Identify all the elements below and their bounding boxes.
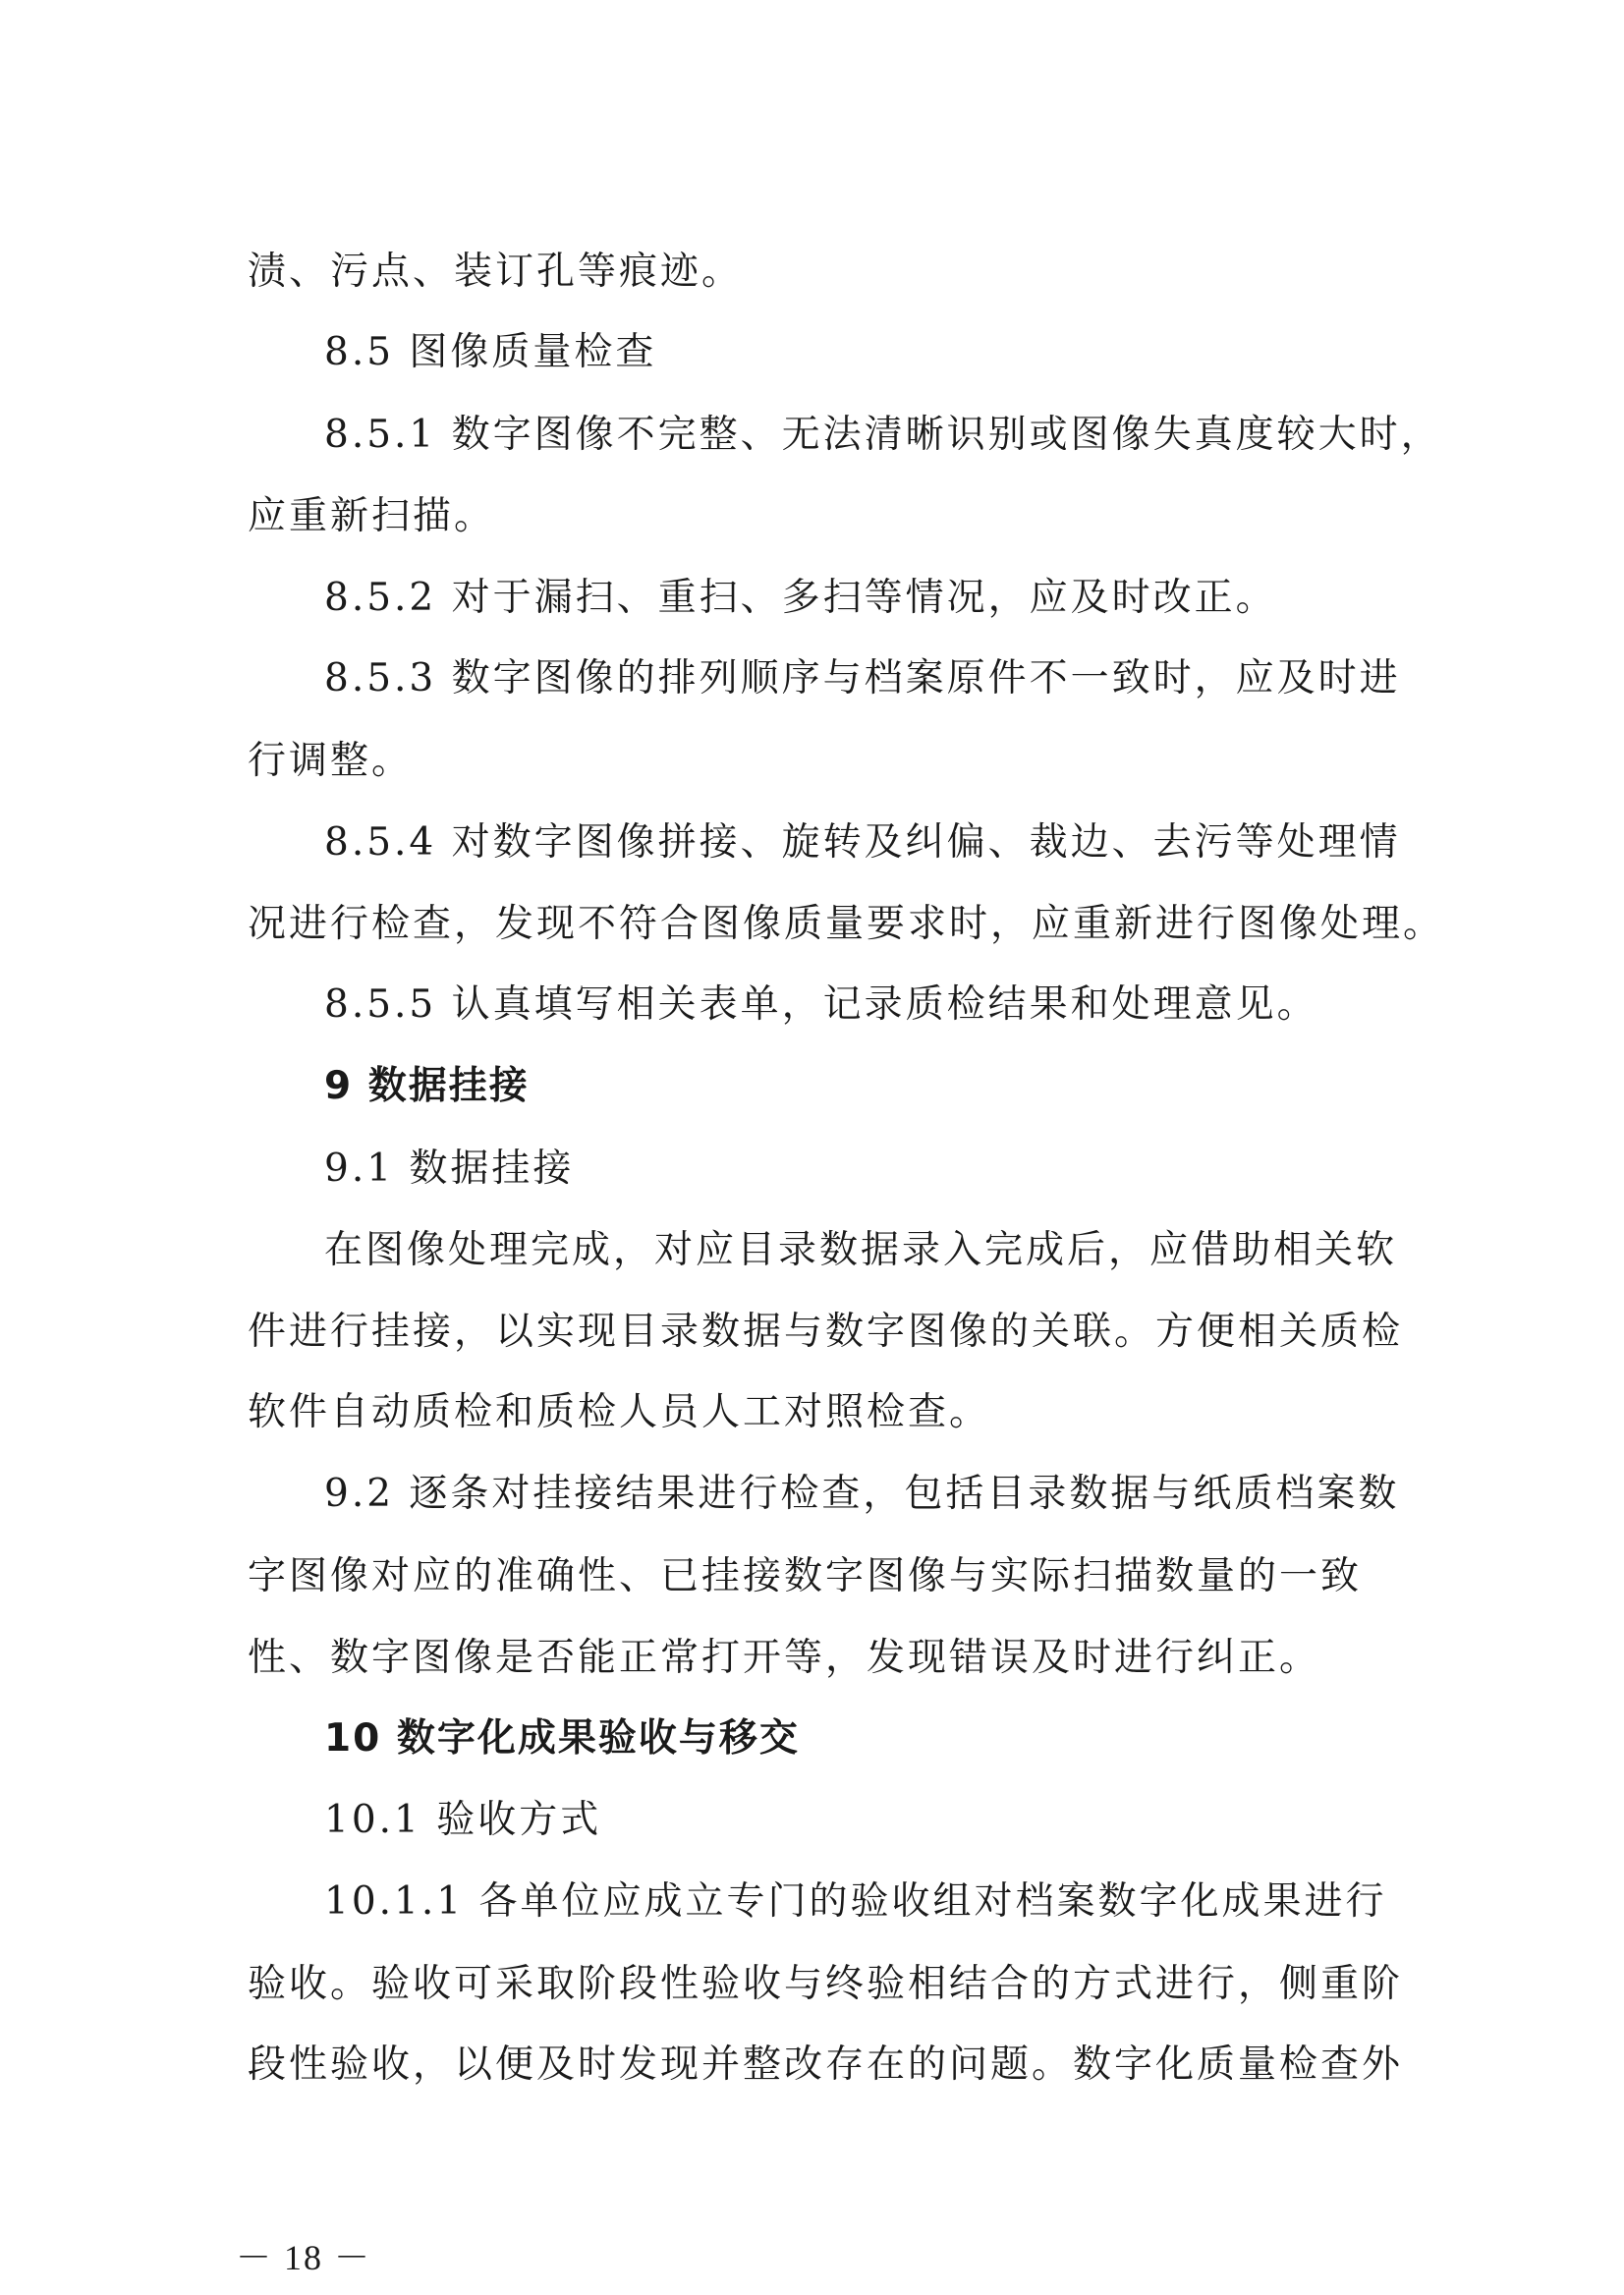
paragraph-line: 软件自动质检和质检人员人工对照检查。 bbox=[248, 1390, 991, 1434]
paragraph-line: 渍、污点、装订孔等痕迹。 bbox=[248, 250, 744, 294]
paragraph-line: 8.5.1 数字图像不完整、无法清晰识别或图像失真度较大时， bbox=[324, 413, 1442, 457]
paragraph-line: 验收。验收可采取阶段性验收与终验相结合的方式进行，侧重阶 bbox=[248, 1962, 1404, 2006]
paragraph-line: 8.5.4 对数字图像拼接、旋转及纠偏、裁边、去污等处理情 bbox=[324, 820, 1401, 865]
paragraph-line: 段性验收，以便及时发现并整改存在的问题。数字化质量检查外 bbox=[248, 2043, 1404, 2087]
paragraph-line: 字图像对应的准确性、已挂接数字图像与实际扫描数量的一致 bbox=[248, 1554, 1363, 1598]
paragraph-line: 性、数字图像是否能正常打开等，发现错误及时进行纠正。 bbox=[248, 1636, 1321, 1680]
chapter-heading: 9 数据挂接 bbox=[324, 1064, 530, 1108]
section-heading: 8.5 图像质量检查 bbox=[324, 330, 657, 374]
paragraph-line: 应重新扫描。 bbox=[248, 494, 496, 538]
paragraph-line: 9.2 逐条对挂接结果进行检查，包括目录数据与纸质档案数 bbox=[324, 1472, 1400, 1516]
paragraph-line: 在图像处理完成，对应目录数据录入完成后，应借助相关软 bbox=[324, 1228, 1398, 1272]
paragraph-line: 件进行挂接，以实现目录数据与数字图像的关联。方便相关质检 bbox=[248, 1310, 1404, 1354]
section-heading: 9.1 数据挂接 bbox=[324, 1147, 575, 1191]
paragraph-line: 行调整。 bbox=[248, 739, 414, 783]
paragraph-line: 况进行检查，发现不符合图像质量要求时，应重新进行图像处理。 bbox=[248, 902, 1445, 946]
paragraph-line: 10.1.1 各单位应成立专门的验收组对档案数字化成果进行 bbox=[324, 1879, 1387, 1924]
paragraph-line: 8.5.5 认真填写相关表单，记录质检结果和处理意见。 bbox=[324, 982, 1318, 1027]
paragraph-line: 8.5.2 对于漏扫、重扫、多扫等情况，应及时改正。 bbox=[324, 576, 1277, 620]
page-number: － 18 － bbox=[236, 2238, 372, 2277]
chapter-heading: 10 数字化成果验收与移交 bbox=[324, 1716, 800, 1761]
section-heading: 10.1 验收方式 bbox=[324, 1798, 602, 1842]
paragraph-line: 8.5.3 数字图像的排列顺序与档案原件不一致时，应及时进 bbox=[324, 656, 1401, 700]
